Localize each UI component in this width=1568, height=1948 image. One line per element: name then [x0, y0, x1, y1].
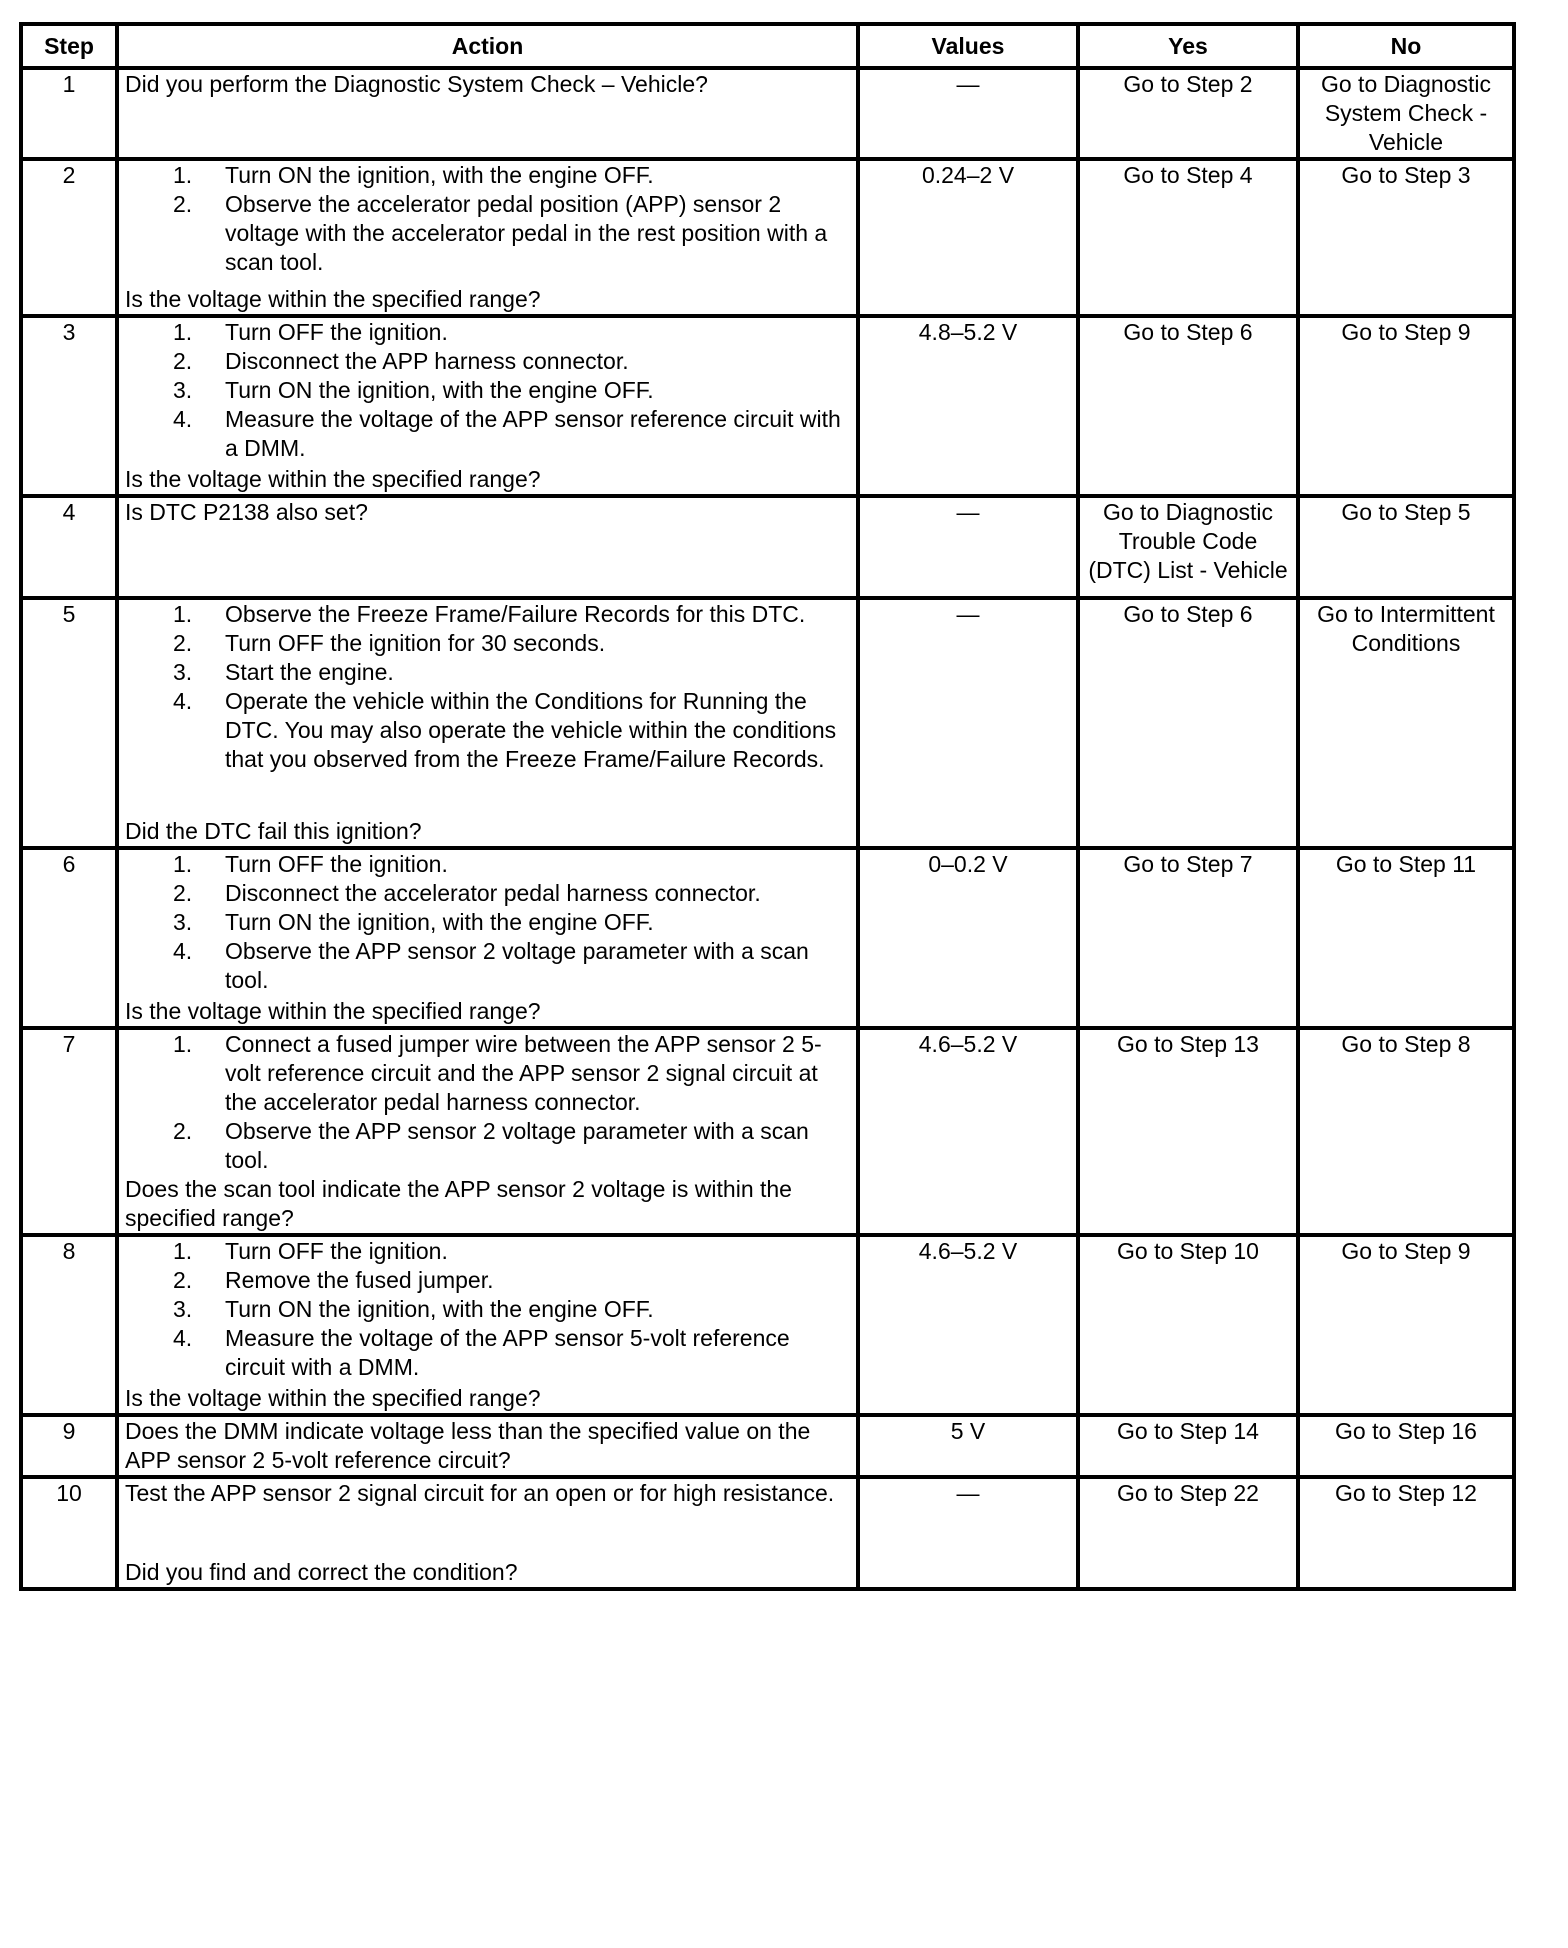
procedure-step: Turn ON the ignition, with the engine OFF.: [225, 909, 654, 935]
yes-result: Go to Step 7: [1078, 848, 1298, 1028]
table-body: [21, 68, 1514, 1589]
action-top: [125, 1030, 850, 1175]
procedure-step: Observe the APP sensor 2 voltage parameter with a scan tool.: [225, 938, 809, 993]
action-top: [125, 600, 850, 774]
procedure-step: Start the engine.: [225, 659, 394, 685]
procedure-step: Remove the fused jumper.: [225, 1267, 494, 1293]
procedure-step: Turn OFF the ignition.: [225, 1238, 448, 1264]
action-top: [125, 318, 850, 463]
action-cell: [117, 848, 858, 1028]
procedure-step: Disconnect the accelerator pedal harness connector.: [225, 880, 761, 906]
procedure-step: Disconnect the APP harness connector.: [225, 348, 629, 374]
yes-result: Go to Step 4: [1078, 159, 1298, 316]
action-top: [125, 1237, 850, 1382]
action-content: [125, 600, 850, 846]
no-result: Go to Step 9: [1298, 316, 1514, 496]
action-question: Did you find and correct the condition?: [125, 1559, 518, 1585]
action-cell: [117, 1415, 858, 1477]
action-content: [125, 1479, 850, 1587]
table-row: [21, 496, 1514, 598]
specified-value: —: [858, 496, 1078, 598]
action-question: Is DTC P2138 also set?: [125, 499, 368, 525]
step-number: 7: [21, 1028, 117, 1235]
table-row: [21, 316, 1514, 496]
step-number: 4: [21, 496, 117, 598]
action-question: Does the DMM indicate voltage less than the specified value on the APP sensor 2 5-volt reference circuit?: [125, 1418, 811, 1473]
table-row: [21, 159, 1514, 316]
specified-value: —: [858, 1477, 1078, 1589]
table-row: [21, 68, 1514, 159]
yes-result: Go to Step 6: [1078, 316, 1298, 496]
specified-value: 0.24–2 V: [858, 159, 1078, 316]
procedure-step: Turn ON the ignition, with the engine OFF.: [225, 162, 654, 188]
table-row: [21, 1235, 1514, 1415]
table-row: [21, 1415, 1514, 1477]
action-content: [125, 161, 850, 314]
specified-value: 5 V: [858, 1415, 1078, 1477]
procedure-list: [125, 318, 850, 463]
action-top: [125, 1479, 850, 1508]
yes-result: Go to Step 14: [1078, 1415, 1298, 1477]
specified-value: 0–0.2 V: [858, 848, 1078, 1028]
no-result: Go to Intermittent Conditions: [1298, 598, 1514, 848]
procedure-step: Operate the vehicle within the Conditions for Running the DTC. You may also operate the vehicle within the conditions that you observed from the Freeze Frame/Failure Records.: [225, 688, 837, 772]
specified-value: 4.6–5.2 V: [858, 1235, 1078, 1415]
procedure-step: Observe the accelerator pedal position (APP) sensor 2 voltage with the accelerator pedal in the rest position with a scan tool.: [225, 191, 828, 275]
action-cell: [117, 68, 858, 159]
yes-result: Go to Step 10: [1078, 1235, 1298, 1415]
action-cell: [117, 159, 858, 316]
specified-value: —: [858, 68, 1078, 159]
action-content: [125, 1030, 850, 1233]
step-number: 9: [21, 1415, 117, 1477]
header-row: [21, 24, 1514, 68]
specified-value: —: [858, 598, 1078, 848]
yes-result: Go to Step 22: [1078, 1477, 1298, 1589]
procedure-list: [125, 600, 850, 774]
action-instruction: Test the APP sensor 2 signal circuit for an open or for high resistance.: [125, 1480, 835, 1506]
procedure-step: Measure the voltage of the APP sensor 5-volt reference circuit with a DMM.: [225, 1325, 790, 1380]
table-row: [21, 598, 1514, 848]
action-cell: [117, 316, 858, 496]
action-top: [125, 850, 850, 995]
action-cell: [117, 1477, 858, 1589]
table-row: [21, 1028, 1514, 1235]
step-number: 3: [21, 316, 117, 496]
no-result: Go to Step 5: [1298, 496, 1514, 598]
no-result: Go to Step 16: [1298, 1415, 1514, 1477]
action-content: [125, 1417, 850, 1475]
header-action: Action: [117, 24, 858, 68]
table-row: [21, 1477, 1514, 1589]
step-number: 5: [21, 598, 117, 848]
action-question: Did you perform the Diagnostic System Check – Vehicle?: [125, 71, 708, 97]
procedure-list: [125, 1030, 850, 1175]
procedure-list: [125, 850, 850, 995]
step-number: 6: [21, 848, 117, 1028]
action-content: [125, 850, 850, 1026]
yes-result: Go to Step 6: [1078, 598, 1298, 848]
header-step: Step: [21, 24, 117, 68]
action-cell: [117, 1028, 858, 1235]
table-row: [21, 848, 1514, 1028]
header-yes: Yes: [1078, 24, 1298, 68]
no-result: Go to Step 12: [1298, 1477, 1514, 1589]
action-cell: [117, 496, 858, 598]
step-number: 2: [21, 159, 117, 316]
procedure-step: Turn OFF the ignition.: [225, 851, 448, 877]
header-no: No: [1298, 24, 1514, 68]
specified-value: 4.6–5.2 V: [858, 1028, 1078, 1235]
procedure-step: Observe the Freeze Frame/Failure Records for this DTC.: [225, 601, 806, 627]
yes-result: Go to Step 2: [1078, 68, 1298, 159]
action-cell: [117, 1235, 858, 1415]
action-top: [125, 161, 850, 277]
action-question: Is the voltage within the specified range?: [125, 286, 541, 312]
procedure-step: Turn ON the ignition, with the engine OFF.: [225, 1296, 654, 1322]
diagnostic-table: [19, 22, 1516, 1591]
no-result: Go to Step 11: [1298, 848, 1514, 1028]
no-result: Go to Step 3: [1298, 159, 1514, 316]
action-content: [125, 70, 850, 157]
procedure-step: Turn OFF the ignition.: [225, 319, 448, 345]
specified-value: 4.8–5.2 V: [858, 316, 1078, 496]
procedure-step: Connect a fused jumper wire between the APP sensor 2 5-volt reference circuit and the APP sensor 2 signal circuit at the accelerator pedal harness connector.: [225, 1031, 822, 1115]
procedure-step: Observe the APP sensor 2 voltage parameter with a scan tool.: [225, 1118, 809, 1173]
yes-result: Go to Step 13: [1078, 1028, 1298, 1235]
action-content: [125, 1237, 850, 1413]
step-number: 10: [21, 1477, 117, 1589]
action-content: [125, 318, 850, 494]
yes-result: Go to Diagnostic Trouble Code (DTC) List - Vehicle: [1078, 496, 1298, 598]
no-result: Go to Step 9: [1298, 1235, 1514, 1415]
procedure-list: [125, 1237, 850, 1382]
action-question: Does the scan tool indicate the APP sensor 2 voltage is within the specified range?: [125, 1176, 792, 1231]
step-number: 8: [21, 1235, 117, 1415]
no-result: Go to Step 8: [1298, 1028, 1514, 1235]
action-question: Is the voltage within the specified range?: [125, 1385, 541, 1411]
procedure-list: [125, 161, 850, 277]
header-values: Values: [858, 24, 1078, 68]
action-question: Did the DTC fail this ignition?: [125, 818, 422, 844]
action-question: Is the voltage within the specified range?: [125, 998, 541, 1024]
action-content: [125, 498, 850, 596]
step-number: 1: [21, 68, 117, 159]
procedure-step: Turn ON the ignition, with the engine OFF.: [225, 377, 654, 403]
action-question: Is the voltage within the specified range?: [125, 466, 541, 492]
action-cell: [117, 598, 858, 848]
no-result: Go to Diagnostic System Check - Vehicle: [1298, 68, 1514, 159]
procedure-step: Turn OFF the ignition for 30 seconds.: [225, 630, 606, 656]
procedure-step: Measure the voltage of the APP sensor reference circuit with a DMM.: [225, 406, 841, 461]
